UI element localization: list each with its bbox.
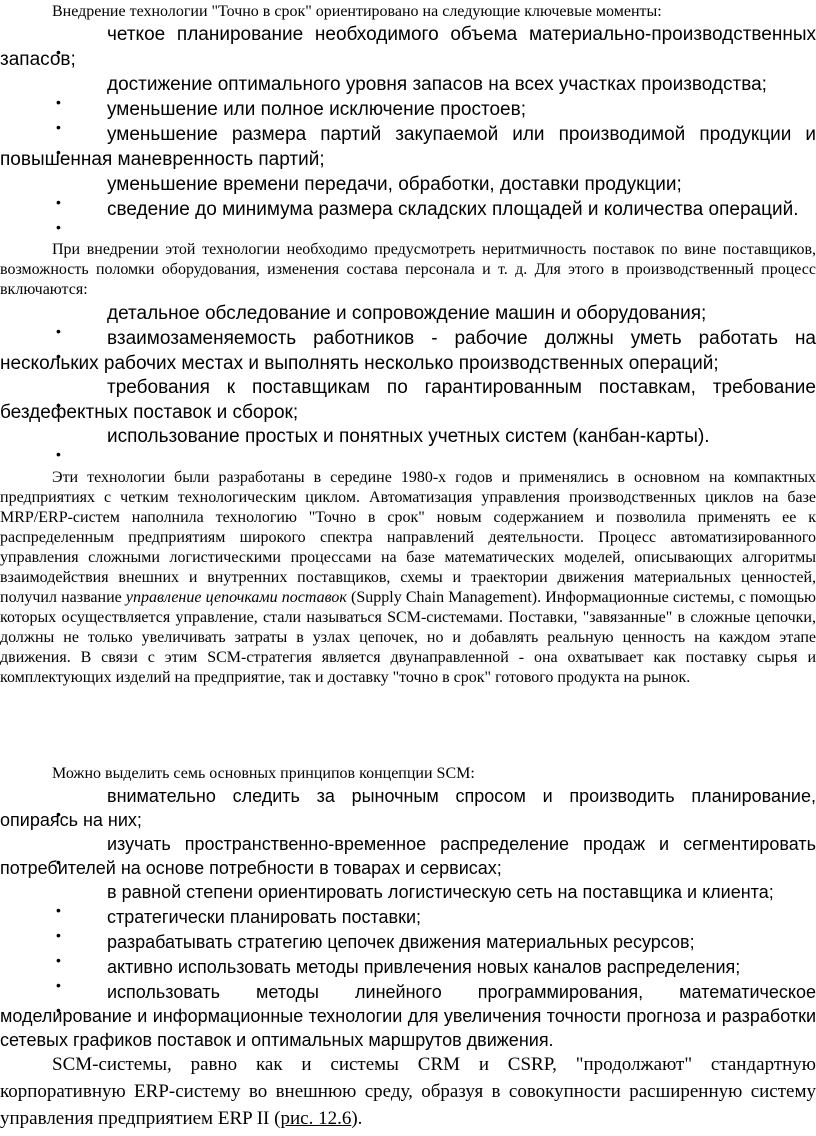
list-item: уменьшение или полное исключение простоев;	[107, 99, 526, 120]
section2-intro: При внедрении этой технологии необходимо предусмотреть неритмичность поставок по вине поставщиков, возможность поломки оборудования, изменения состава персонала и т. д. Для этого в производственный процесс включаются:	[0, 241, 816, 298]
list-item: четкое планирование необходимого объема материально-производственных запасов;	[0, 24, 816, 70]
list-item: разрабатывать стратегию цепочек движения материальных ресурсов;	[107, 932, 695, 952]
list-item: детальное обследование и сопровождение машин и оборудования;	[107, 303, 707, 324]
list-item: достижение оптимального уровня запасов на всех участках производства;	[107, 74, 767, 95]
list-item: взаимозаменяемость работников - рабочие должны уметь работать на нескольких рабочих местах и выполнять несколько производственных операций;	[0, 328, 816, 374]
section1-intro: Внедрение технологии "Точно в срок" ориентировано на следующие ключевые моменты:	[52, 3, 662, 20]
list-item: использовать методы линейного программирования, математическое моделирование и информационные технологии для увеличения точности прогноза и разработки сетевых графиков поставок и оптимальных маршрутов движения.	[0, 982, 816, 1050]
list-item: стратегически планировать поставки;	[107, 907, 422, 927]
section4-intro: Можно выделить семь основных принципов концепции SCM:	[52, 765, 475, 782]
list-item: использование простых и понятных учетных систем (канбан-карты).	[107, 426, 710, 447]
list-item: внимательно следить за рыночным спросом и производить планирование, опираясь на них;	[0, 786, 816, 830]
section3-paragraph: Эти технологии были разработаны в середине 1980-х годов и применялись в основном на компактных предприятиях с четким технологическим циклом. Автоматизация управления производственных циклов на базе MRP/ERP-систем наполнила технологию "Точно в срок" новым содержанием и позволила применять ее к распределенным предприятиям широкого спектра направлений деятельности. Процесс автоматизированного управления сложными логистическими процессами на базе математических моделей, описывающих алгоритмы взаимодействия внешних и внутренних поставщиков, схемы и траектории движения материальных ценностей, получил название управление цепочками поставок (Supply Chain Management). Информационные системы, с помощью которых осуществляется управление, стали называться SCM-системами. Поставки, "завязанные" в сложные цепочки, должны не только увеличивать затраты в узлах цепочек, но и добавлять реальную ценность на каждом этапе движения. В связи с этим SCM-стратегия является двунаправленной - она охватывает как поставку сырья и комплектующих изделий на предприятие, так и доставку "точно в срок" готового продукта на рынок.	[0, 469, 816, 686]
list-item: уменьшение размера партий закупаемой или производимой продукции и повышенная маневренность партий;	[0, 124, 816, 170]
list-item: изучать пространственно-временное распределение продаж и сегментировать потребителей на основе потребности в товарах и сервисах;	[0, 834, 816, 878]
figure-link[interactable]: рис. 12.6	[280, 1108, 352, 1129]
section5-paragraph: SCM-системы, равно как и системы CRM и CSRP, "продолжают" стандартную корпоративную ERP-систему во внешнюю среду, образуя в совокупности расширенную систему управления предприятием ERP II (рис. 12.6).	[0, 1054, 816, 1129]
list-item: активно использовать методы привлечения новых каналов распределения;	[107, 957, 741, 977]
list-item: требования к поставщикам по гарантированным поставкам, требование бездефектных поставок и сборок;	[0, 377, 816, 423]
list-item: сведение до минимума размера складских площадей и количества операций.	[107, 199, 799, 220]
list-item: уменьшение времени передачи, обработки, доставки продукции;	[107, 174, 682, 195]
list-item: в равной степени ориентировать логистическую сеть на поставщика и клиента;	[107, 882, 774, 902]
